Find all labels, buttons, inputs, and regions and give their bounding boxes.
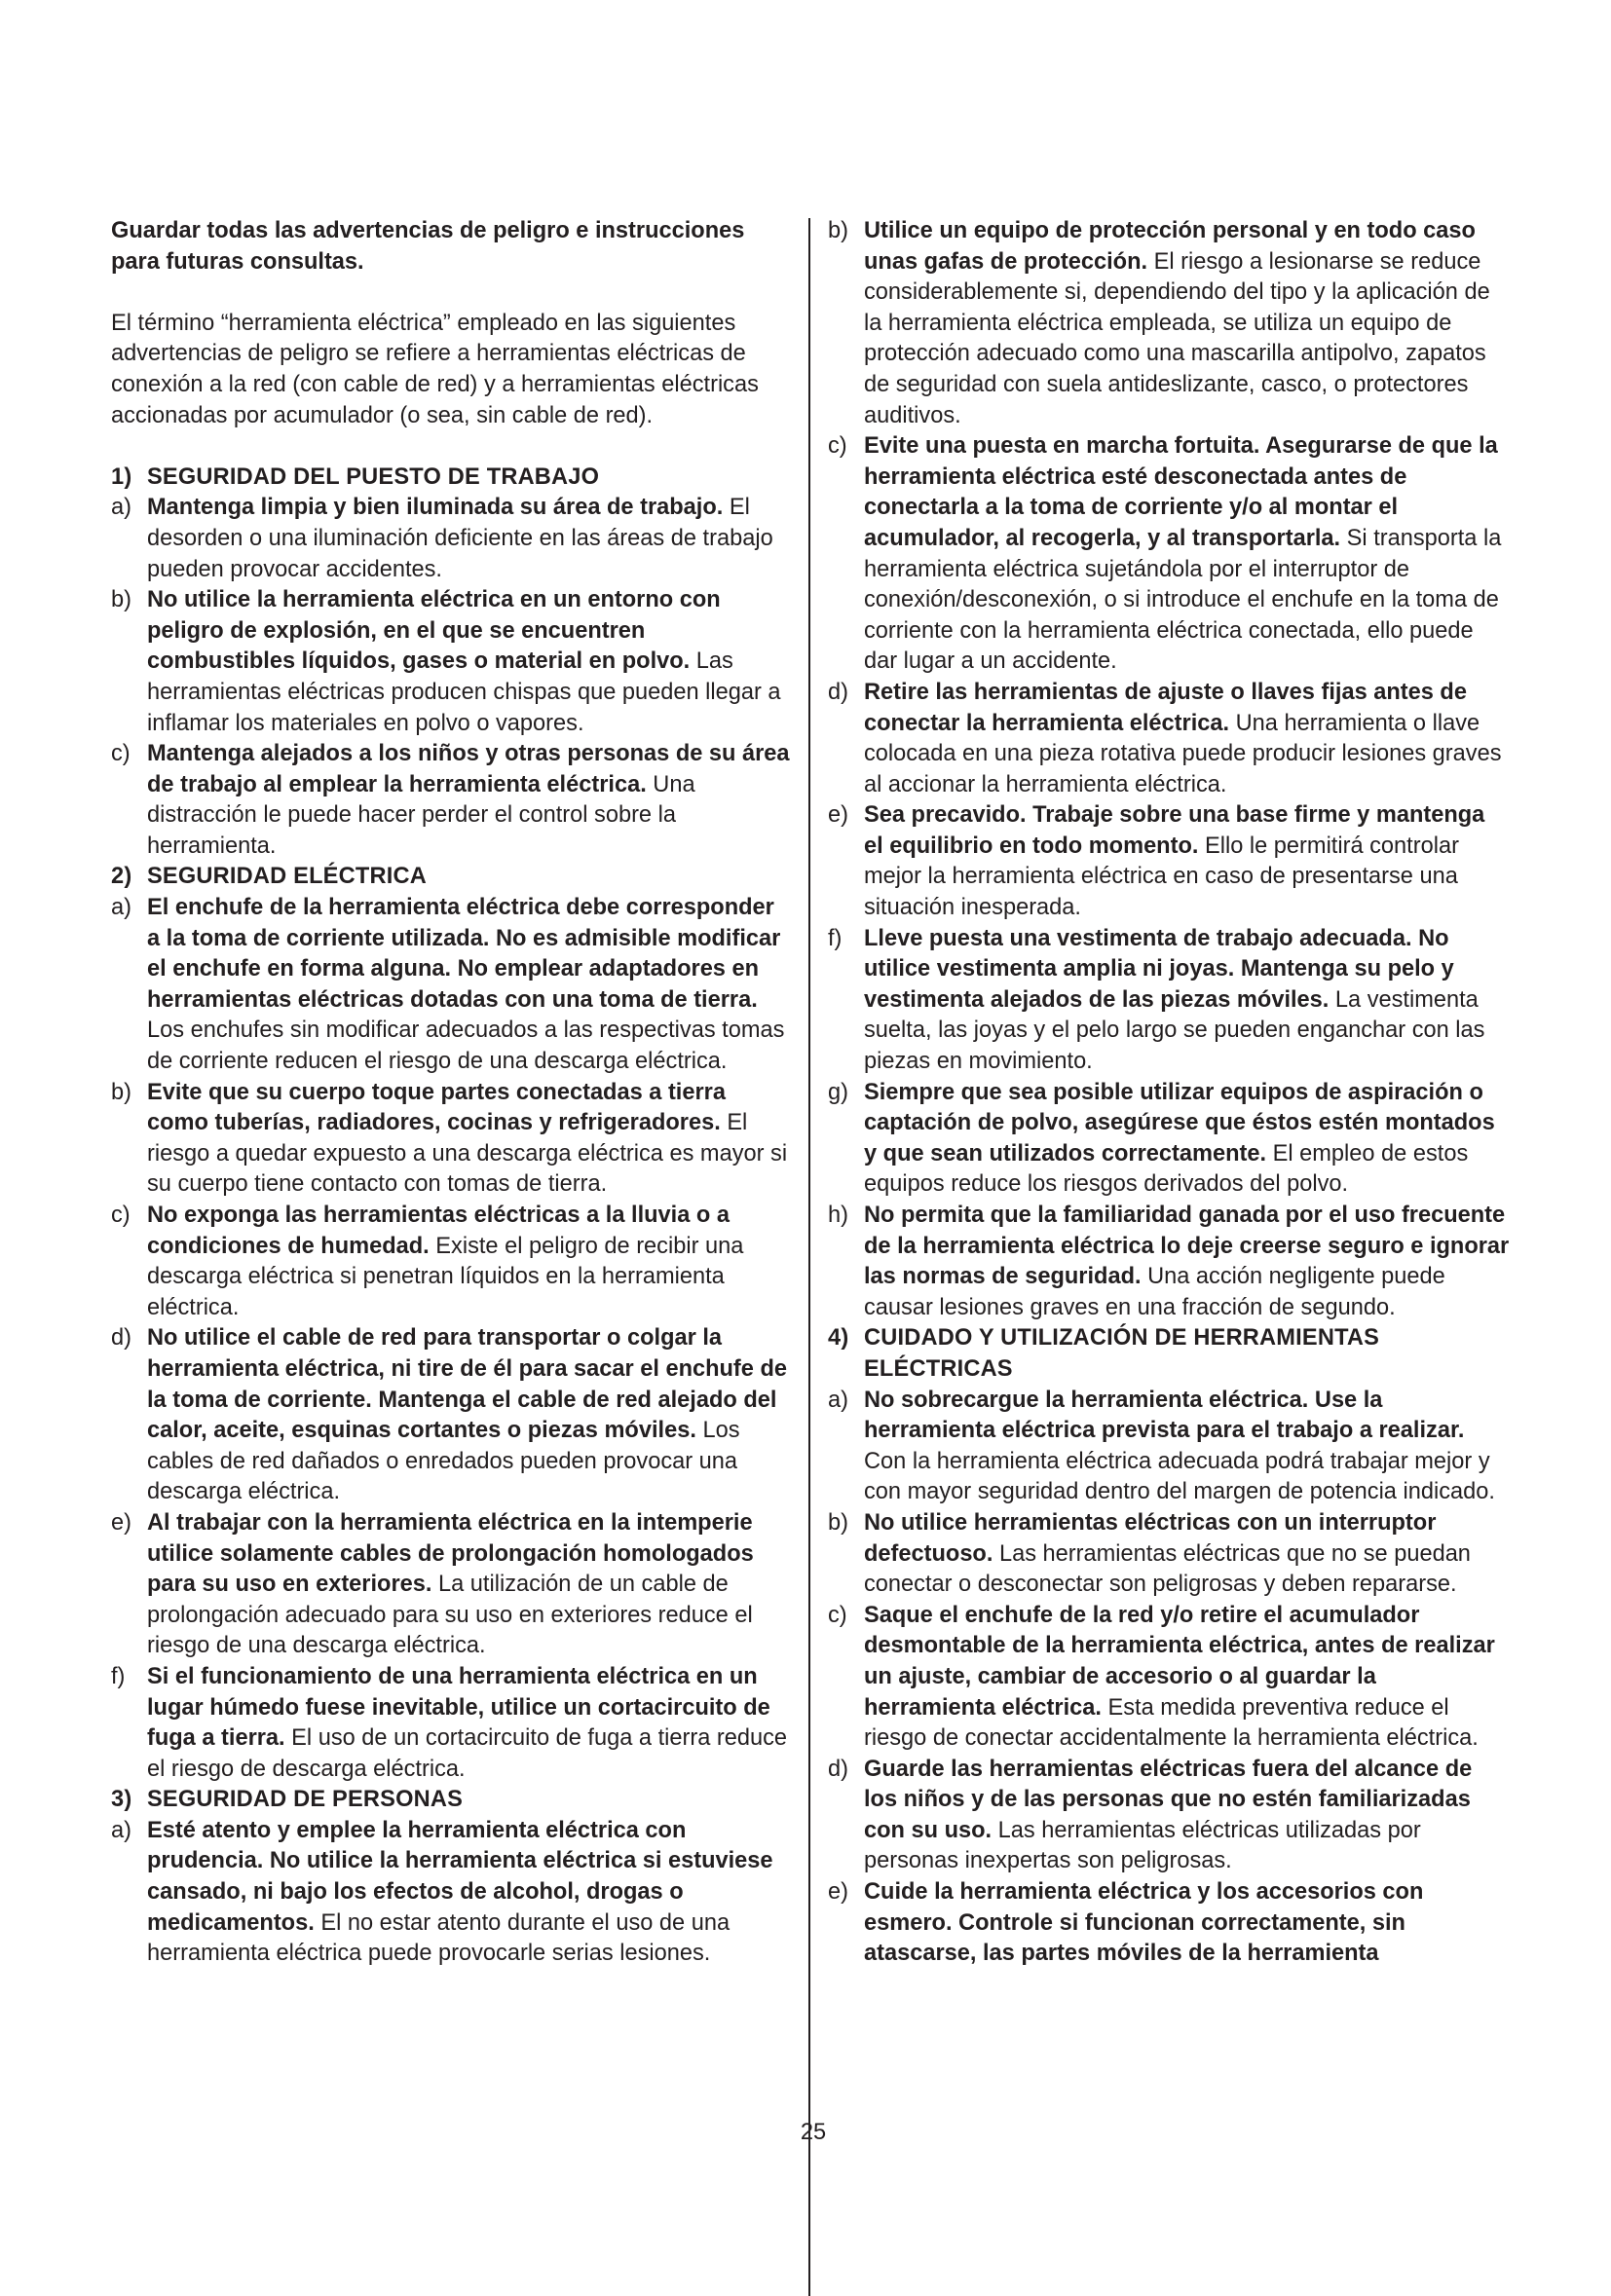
list-item: d) No utilice el cable de red para transportar o colgar la herramienta eléctrica, ni tire de él para sacar el enchufe de la toma de corriente. Mantenga el cable de red alejado del calor, aceite, esquinas cortantes o piezas móviles. Los cables de red dañados o enredados pueden provocar una descarga eléctrica.: [111, 1325, 787, 1505]
section-heading-4: 4) CUIDADO Y UTILIZACIÓN DE HERRAMIENTAS ELÉCTRICAS: [828, 1325, 1380, 1382]
intro-paragraph: El término “herramienta eléctrica” empleado en las siguientes advertencias de peligro se refiere a herramientas eléctricas de conexión a la red (con cable de red) y a herramientas eléctricas accionadas por acumulador (o sea, sin cable de red).: [111, 310, 759, 428]
column-divider: [808, 218, 810, 2296]
list-item: a) No sobrecargue la herramienta eléctrica. Use la herramienta eléctrica prevista para el trabajo a realizar. Con la herramienta eléctrica adecuada podrá trabajar mejor y con mayor seguridad dentro del margen de potencia indicado.: [828, 1387, 1495, 1505]
list-item: a) Esté atento y emplee la herramienta eléctrica con prudencia. No utilice la herramienta eléctrica si estuviese cansado, ni bajo los efectos de alcohol, drogas o medicamentos. El no estar atento durante el uso de una herramienta eléctrica puede provocarle serias lesiones.: [111, 1817, 773, 1967]
list-item: b) No utilice herramientas eléctricas con un interruptor defectuoso. Las herramientas eléctricas que no se puedan conectar o desconectar son peligrosas y deben repararse.: [828, 1509, 1471, 1598]
list-item: e) Cuide la herramienta eléctrica y los accesorios con esmero. Controle si funcionan correctamente, sin atascarse, las partes móviles de la herramienta: [828, 1879, 1424, 1967]
list-item: c) No exponga las herramientas eléctricas a la lluvia o a condiciones de humedad. Existe el peligro de recibir una descarga eléctrica si penetran líquidos en la herramienta eléctrica.: [111, 1203, 744, 1320]
section-heading-3: 3) SEGURIDAD DE PERSONAS: [111, 1787, 464, 1813]
list-item: f) Si el funcionamiento de una herramienta eléctrica en un lugar húmedo fuese inevitable, utilice un cortacircuito de fuga a tierra. El uso de un cortacircuito de fuga a tierra reduce el riesgo de descarga eléctrica.: [111, 1663, 788, 1782]
page-number: 25: [800, 2120, 827, 2145]
list-item: a) El enchufe de la herramienta eléctrica debe corresponder a la toma de corriente utilizada. No es admisible modificar el enchufe en forma alguna. No emplear adaptadores en herramientas eléctricas dotadas con una toma de tierra. Los enchufes sin modificar adecuados a las respectivas tomas de corriente reducen el riesgo de una descarga eléctrica.: [111, 895, 785, 1075]
left-column: [111, 216, 793, 1970]
list-item: g) Siempre que sea posible utilizar equipos de aspiración o captación de polvo, asegúrese que éstos estén montados y que sean utilizados correctamente. El empleo de estos equipos reduce los riesgos derivados del polvo.: [828, 1079, 1495, 1198]
list-item: a) Mantenga limpia y bien iluminada su área de trabajo. El desorden o una iluminación deficiente en las áreas de trabajo pueden provocar accidentes.: [111, 495, 773, 582]
section-heading-2: 2) SEGURIDAD ELÉCTRICA: [111, 864, 427, 890]
list-item: e) Al trabajar con la herramienta eléctrica en la intemperie utilice solamente cables de prolongación homologados para su uso en exteriores. La utilización de un cable de prolongación adecuado para su uso en exteriores reduce el riesgo de una descarga eléctrica.: [111, 1509, 754, 1659]
list-item: b) Evite que su cuerpo toque partes conectadas a tierra como tuberías, radiadores, cocinas y refrigeradores. El riesgo a quedar expuesto a una descarga eléctrica es mayor si su cuerpo tiene contacto con tomas de tierra.: [111, 1079, 788, 1198]
list-item: b) No utilice la herramienta eléctrica en un entorno con peligro de explosión, en el que se encuentren combustibles líquidos, gases o material en polvo. Las herramientas eléctricas producen chispas que pueden llegar a inflamar los materiales en polvo o vapores.: [111, 587, 781, 736]
list-item: f) Lleve puesta una vestimenta de trabajo adecuada. No utilice vestimenta amplia ni joyas. Mantenga su pelo y vestimenta alejados de las piezas móviles. La vestimenta suelta, las joyas y el pelo largo se pueden enganchar con las piezas en movimiento.: [828, 925, 1485, 1075]
list-item: d) Guarde las herramientas eléctricas fuera del alcance de los niños y de las personas que no estén familiarizadas con su uso. Las herramientas eléctricas utilizadas por personas inexpertas son peligrosas.: [828, 1756, 1473, 1874]
section-heading-1: 1) SEGURIDAD DEL PUESTO DE TRABAJO: [111, 463, 600, 490]
intro-warning: Guardar todas las advertencias de peligro e instrucciones para futuras consultas.: [111, 218, 745, 275]
right-column: [828, 216, 1510, 1970]
list-item: b) Utilice un equipo de protección personal y en todo caso unas gafas de protección. El riesgo a lesionarse se reduce considerablemente si, dependiendo del tipo y la aplicación de la herramienta eléctrica empleada, se utiliza un equipo de protección adecuado como una mascarilla antipolvo, zapatos de seguridad con suela antideslizante, casco, o protectores auditivos.: [828, 218, 1490, 428]
list-item: d) Retire las herramientas de ajuste o llaves fijas antes de conectar la herramienta eléctrica. Una herramienta o llave colocada en una pieza rotativa puede producir lesiones graves al accionar la herramienta eléctrica.: [828, 679, 1502, 797]
list-item: c) Mantenga alejados a los niños y otras personas de su área de trabajo al emplear la herramienta eléctrica. Una distracción le puede hacer perder el control sobre la herramienta.: [111, 741, 790, 859]
list-item: e) Sea precavido. Trabaje sobre una base firme y mantenga el equilibrio en todo momento. Ello le permitirá controlar mejor la herramienta eléctrica en caso de presentarse una situación inesperada.: [828, 802, 1485, 921]
list-item: h) No permita que la familiaridad ganada por el uso frecuente de la herramienta eléctrica lo deje creerse seguro e ignorar las normas de seguridad. Una acción negligente puede causar lesiones graves en una fracción de segundo.: [828, 1203, 1510, 1320]
list-item: c) Saque el enchufe de la red y/o retire el acumulador desmontable de la herramienta eléctrica, antes de realizar un ajuste, cambiar de accesorio o al guardar la herramienta eléctrica. Esta medida preventiva reduce el riesgo de conectar accidentalmente la herramienta eléctrica.: [828, 1602, 1495, 1752]
list-item: c) Evite una puesta en marcha fortuita. Asegurarse de que la herramienta eléctrica esté desconectada antes de conectarla a la toma de corriente y/o al montar el acumulador, al recogerla, y al transportarla. Si transporta la herramienta eléctrica sujetándola por el interruptor de conexión/desconexión, o si introduce el enchufe en la toma de corriente con la herramienta eléctrica conectada, ello puede dar lugar a un accidente.: [828, 433, 1502, 675]
